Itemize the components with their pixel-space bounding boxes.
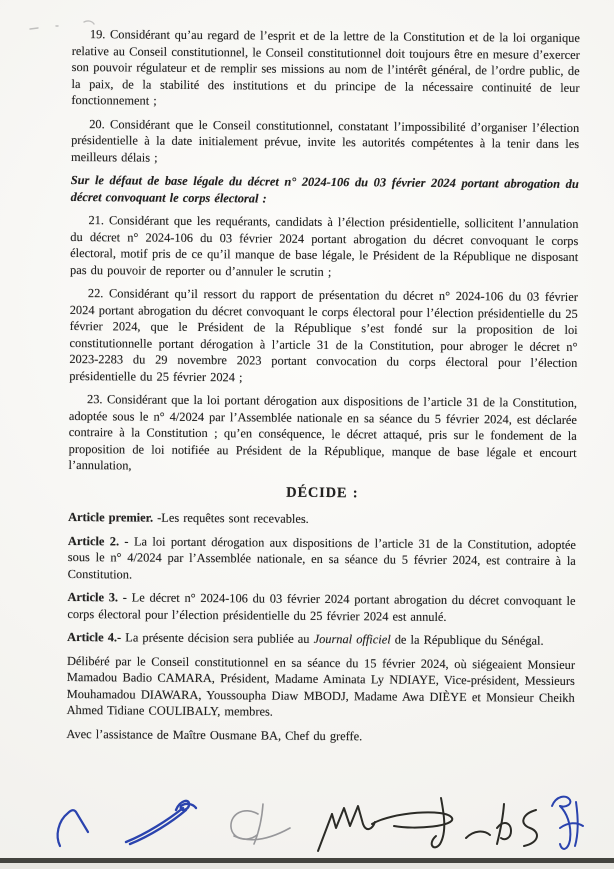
signatures-row — [0, 794, 614, 858]
article-3 — [67, 589, 575, 626]
article-3-text: Le décret n° 2024-106 du 03 février 2024 portant abrogation du décret convoquant le corps électoral pour l’élection présidentielle du 25 février 2024 est annulé. — [67, 590, 576, 624]
signature-3-icon — [231, 804, 290, 844]
article-2-label: Article 2. - — [67, 533, 129, 548]
article-4-journal-officiel: Journal officiel — [313, 631, 391, 647]
paragraph-considerant-21: 21. Considérant que les requérants, candidats à l’élection présidentielle, sollicitent l’annulation du décret n° 2024-106 du 03 février 2024 portant abrogation du décret convoquant le corps électoral, motif pris de ce qu’il manque de base légale, le Président de la République ne disposant pas du pouvoir de reporter ou d’annuler le scrutin ; — [70, 213, 579, 279]
signature-6-icon — [552, 797, 583, 849]
signature-4-icon — [318, 798, 452, 851]
article-4-label: Article 4.- — [67, 629, 122, 645]
scan-background-strip — [0, 863, 614, 869]
article-premier — [68, 509, 576, 529]
article-3-label: Article 3. - — [67, 589, 127, 605]
document-content — [66, 26, 580, 749]
article-4-text-pre: La présente décision sera publiée au — [121, 630, 314, 646]
paragraph-considerant-22: 22. Considérant qu’il ressort du rapport de présentation du décret n° 2024-106 du 03 février 2024 portant abrogation du décret convoquant le corps électoral pour l’élection présidentielle du 25 février 2024, que le Président de la République s’est fondé sur la proposition de loi constitutionnelle portant dérogation à l’article 31 de la Constitution, pour abroger le décret n° 2023-2283 du 29 novembre 2023 portant convocation du corps électoral pour l’élection présidentielle du 25 février 2024 ; — [69, 286, 578, 384]
signature-1-icon — [58, 810, 88, 846]
section-heading: Sur le défaut de base légale du décret n° 2024-106 du 03 février 2024 portant abrogation du décret convoquant le corps électoral : — [70, 172, 579, 206]
paragraph-considerant-20: 20. Considérant que le Conseil constitutionnel, constatant l’impossibilité d’organiser l’élection présidentielle à la date initialement prévue, invite les autorités compétentes à la tenir dans les meilleurs délais ; — [70, 116, 580, 165]
article-premier-text: -Les requêtes sont recevables. — [153, 510, 309, 526]
signature-2-icon — [126, 801, 196, 844]
paragraph-considerant-23: 23. Considérant que la loi portant dérogation aux dispositions de l’article 31 de la Constitution, adoptée sous le n° 4/2024 par l’Assemblée nationale en sa séance du 5 février 2024, est déclarée contraire à la Constitution ; qu’en conséquence, le décret attaqué, pris sur le fondement de la proposition de loi notifiée au Président de la République, manque de base légale et encourt l’annulation, — [68, 392, 578, 473]
article-2-text: La loi portant dérogation aux dispositions de l’article 31 de la Constitution, adoptée sous le n° 4/2024 par l’Assemblée nationale, en sa séance du 5 février 2024, est contraire à la Constitution. — [67, 533, 577, 581]
article-2 — [68, 532, 576, 585]
signature-5-icon — [466, 804, 537, 846]
deliberation-paragraph: Délibéré par le Conseil constitutionnel en sa séance du 15 février 2024, où siégeaient Monsieur Mamadou Badio CAMARA, Président, Madame Aminata Ly NDIAYE, Vice-président, Messieurs Mouhamadou DIAWARA, Youssoupha Diaw MBODJ, Madame Awa DIÈYE et Monsieur Cheikh Ahmed Tidiane COULIBALY, membres. — [66, 653, 576, 719]
clerk-line: Avec l’assistance de Maître Ousmane BA, Chef du greffe. — [66, 726, 363, 743]
decide-heading: DÉCIDE : — [286, 484, 359, 501]
article-4 — [67, 629, 575, 649]
article-4-text-post: de la République du Sénégal. — [390, 632, 544, 648]
article-premier-label: Article premier. — [68, 509, 154, 525]
paragraph-considerant-19: 19. Considérant qu’au regard de l’esprit et de la lettre de la Constitution et de la loi organique relative au Conseil constitutionnel, le Conseil constitutionnel doit toujours être en mesure d’exercer son pouvoir régulateur et de remplir ses missions au nom de l’intérêt général, de l’ordre public, de la paix, de la stabilité des institutions et du principe de la nécessaire continuité de leur fonctionnement ; — [71, 27, 580, 108]
